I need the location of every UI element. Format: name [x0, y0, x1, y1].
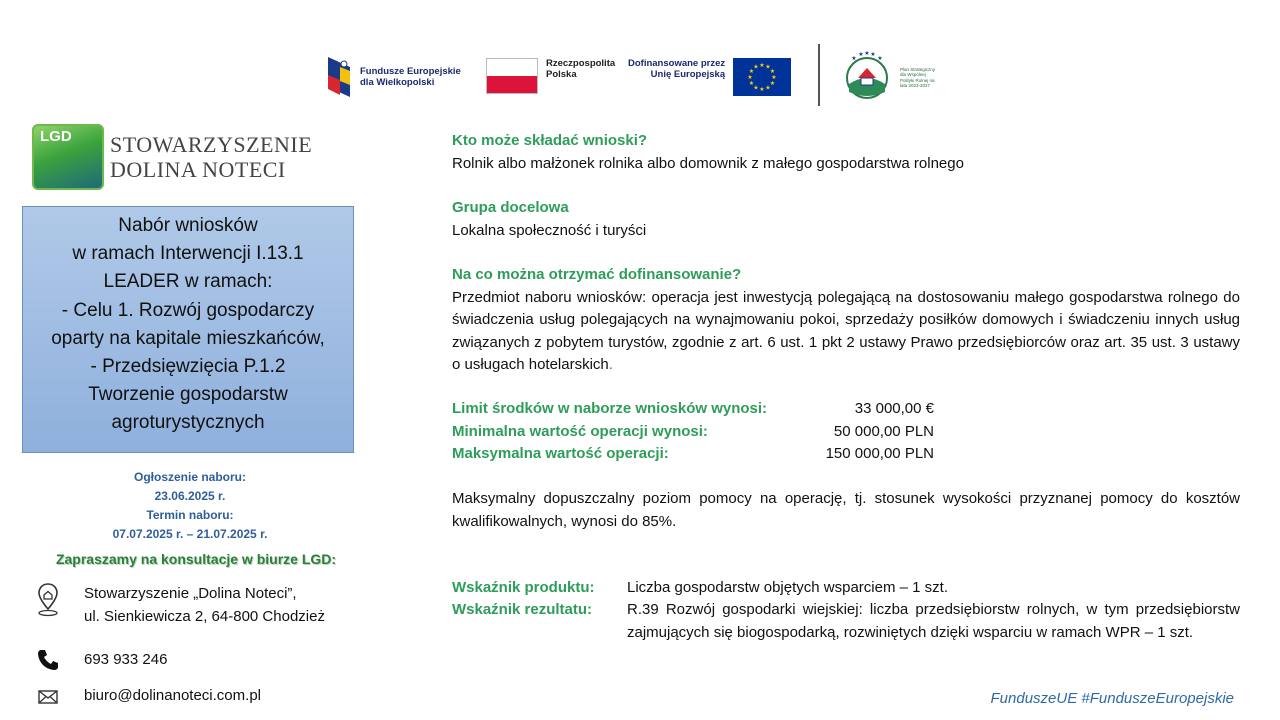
logo-divider: [818, 44, 820, 106]
address-line1: Stowarzyszenie „Dolina Noteci”,: [84, 585, 297, 602]
location-pin-icon: [36, 582, 62, 623]
limit-value: 150 000,00 PLN: [825, 445, 934, 462]
indicator-product: [452, 577, 1240, 600]
eu-cofinancing-logo: [628, 58, 791, 96]
term-range: 07.07.2025 r. – 21.07.2025 r.: [112, 527, 268, 541]
call-dates: [24, 468, 356, 544]
eu-logo-line1: Dofinansowane przez: [628, 58, 726, 69]
announcement-line: - Przedsięwzięcia P.1.2: [90, 356, 286, 378]
svg-text:★: ★: [870, 51, 876, 58]
svg-text:★: ★: [769, 80, 776, 87]
indicator-product-label: Wskaźnik produktu:: [452, 579, 595, 596]
announcement-line: Nabór wniosków: [118, 215, 258, 236]
svg-text:★: ★: [864, 50, 870, 57]
limit-value: 33 000,00 €: [854, 400, 934, 417]
target-section: [452, 197, 1240, 242]
limit-label: Limit środków w naborze wniosków wynosi:: [452, 400, 768, 417]
svg-text:★: ★: [759, 62, 765, 69]
announcement-line: w ramach Interwencji I.13.1: [72, 243, 304, 265]
funding-heading: Na co można otrzymać dofinansowanie?: [452, 266, 742, 283]
svg-text:★: ★: [753, 84, 759, 92]
ksp-logo-text: Plan Strategiczny dla Wspólnej Polityki Rolnej na lata 2023-2027: [900, 66, 936, 88]
announcement-line: oparty na kapitale mieszkańców,: [51, 327, 325, 349]
funding-text-wrap: [452, 287, 1240, 377]
lgd-landscape-icon: [32, 124, 104, 190]
limit-value: 50 000,00 PLN: [833, 422, 934, 440]
indicator-product-value: Liczba gospodarstw objętych wsparciem – 1 szt.: [627, 579, 948, 596]
svg-text:★: ★: [877, 55, 883, 62]
rzeczpospolita-polska-logo: [486, 58, 615, 94]
contact-email: [36, 684, 261, 713]
contact-address: [36, 582, 325, 628]
phone-icon: [36, 648, 62, 677]
envelope-icon: [36, 684, 62, 713]
funding-section: [452, 264, 1240, 377]
eu-logo-line2: Unię Europejską: [650, 69, 726, 80]
lgd-name-line2: DOLINA NOTECI: [110, 157, 286, 182]
aid-level-text: Maksymalny dopuszczalny poziom pomocy na operację, tj. stosunek wysokości przyznanej pomocy do kosztów kwalifikowalnych, wynosi do 85%.: [452, 490, 1240, 530]
announcement-line: Tworzenie gospodarstw: [88, 384, 288, 406]
svg-text:★: ★: [748, 68, 755, 75]
target-text: Lokalna społeczność i turyści: [452, 221, 647, 239]
who-heading: Kto może składać wnioski?: [452, 132, 648, 149]
ksow-plan-strategiczny-logo: [840, 48, 940, 107]
plan-strategiczny-emblem-icon: [840, 48, 894, 107]
limit-label: Minimalna wartość operacji wynosi:: [452, 422, 708, 440]
funding-text: Przedmiot naboru wniosków: operacja jest inwestycją polegającą na dostosowaniu małego gospodarstwa rolnego do świadczenia usług polegających na wynajmowaniu pokoi, sprzedaży posiłków domowych i świadczeniu innych usług związanych z pobytem turystów, zgodnie z art. 6 ust. 1 pkt 2 ustawy Prawo przedsiębiorców oraz art. 35 ust. 3 ustawy o usługach hotelarskich: [452, 288, 1240, 373]
call-announcement-box: [22, 206, 354, 453]
svg-text:★: ★: [771, 74, 777, 81]
indicator-result-label: Wskaźnik rezultatu:: [452, 601, 593, 618]
fe-logo-line2: dla Wielkopolski: [360, 77, 435, 88]
indicator-result: [452, 599, 1240, 644]
address-line2: ul. Sienkiewicza 2, 64-800 Chodzież: [84, 608, 325, 625]
consultation-invite: Zapraszamy na konsultacje w biurze LGD:: [55, 551, 337, 567]
polish-flag-icon: [486, 58, 538, 94]
svg-text:★: ★: [747, 74, 753, 81]
fundusze-europejskie-mark-icon: [326, 55, 352, 99]
svg-text:★: ★: [769, 68, 776, 75]
target-heading: Grupa docelowa: [452, 199, 569, 216]
limits-table: [452, 398, 952, 466]
who-text: Rolnik albo małżonek rolnika albo domownik z małego gospodarstwa rolnego: [452, 154, 964, 172]
announce-date-value: 23.06.2025 r.: [154, 489, 226, 503]
announcement-line: agroturystycznych: [111, 412, 265, 434]
pl-logo-line2: Polska: [546, 69, 577, 80]
limit-row: [452, 421, 952, 444]
svg-text:★: ★: [753, 63, 759, 71]
lgd-badge-text: LGD: [40, 128, 72, 145]
fundusze-europejskie-logo: [326, 54, 461, 100]
limit-label: Maksymalna wartość operacji:: [452, 445, 669, 462]
phone-number[interactable]: 693 933 246: [84, 651, 168, 668]
who-section: [452, 130, 1240, 175]
svg-text:★: ★: [765, 84, 771, 92]
announce-date-label: Ogłoszenie naboru:: [133, 470, 246, 484]
pl-logo-line1: Rzeczpospolita: [546, 58, 616, 69]
svg-text:★: ★: [765, 63, 771, 71]
limit-row: [452, 398, 952, 421]
limit-row: [452, 443, 952, 466]
funding-logos-strip: [326, 44, 946, 108]
svg-text:★: ★: [759, 86, 765, 93]
email-address[interactable]: biuro@dolinanoteci.com.pl: [84, 687, 261, 704]
term-label: Termin naboru:: [146, 508, 234, 522]
eu-flag-icon: [733, 58, 791, 96]
svg-text:★: ★: [748, 80, 755, 87]
announcement-line: LEADER w ramach:: [103, 271, 273, 293]
lgd-name-line1: STOWARZYSZENIE: [110, 132, 313, 157]
lgd-dolina-noteci-logo: [32, 124, 312, 190]
svg-text:★: ★: [858, 51, 864, 58]
announcement-line: - Celu 1. Rozwój gospodarczy: [61, 299, 315, 321]
hashtag-footer: FunduszeUE #FunduszeEuropejskie: [990, 690, 1234, 707]
fe-logo-line1: Fundusze Europejskie: [360, 66, 461, 77]
svg-text:★: ★: [851, 55, 857, 62]
contact-phone: [36, 648, 167, 677]
indicator-result-value: R.39 Rozwój gospodarki wiejskiej: liczba przedsiębiorstw rolnych, w tym przedsiębiorstw zajmujących się biogospodarką, rozwiniętych dzięki wsparciu w ramach WPR – 1 szt.: [627, 601, 1240, 641]
funding-text-dot: .: [608, 356, 613, 373]
